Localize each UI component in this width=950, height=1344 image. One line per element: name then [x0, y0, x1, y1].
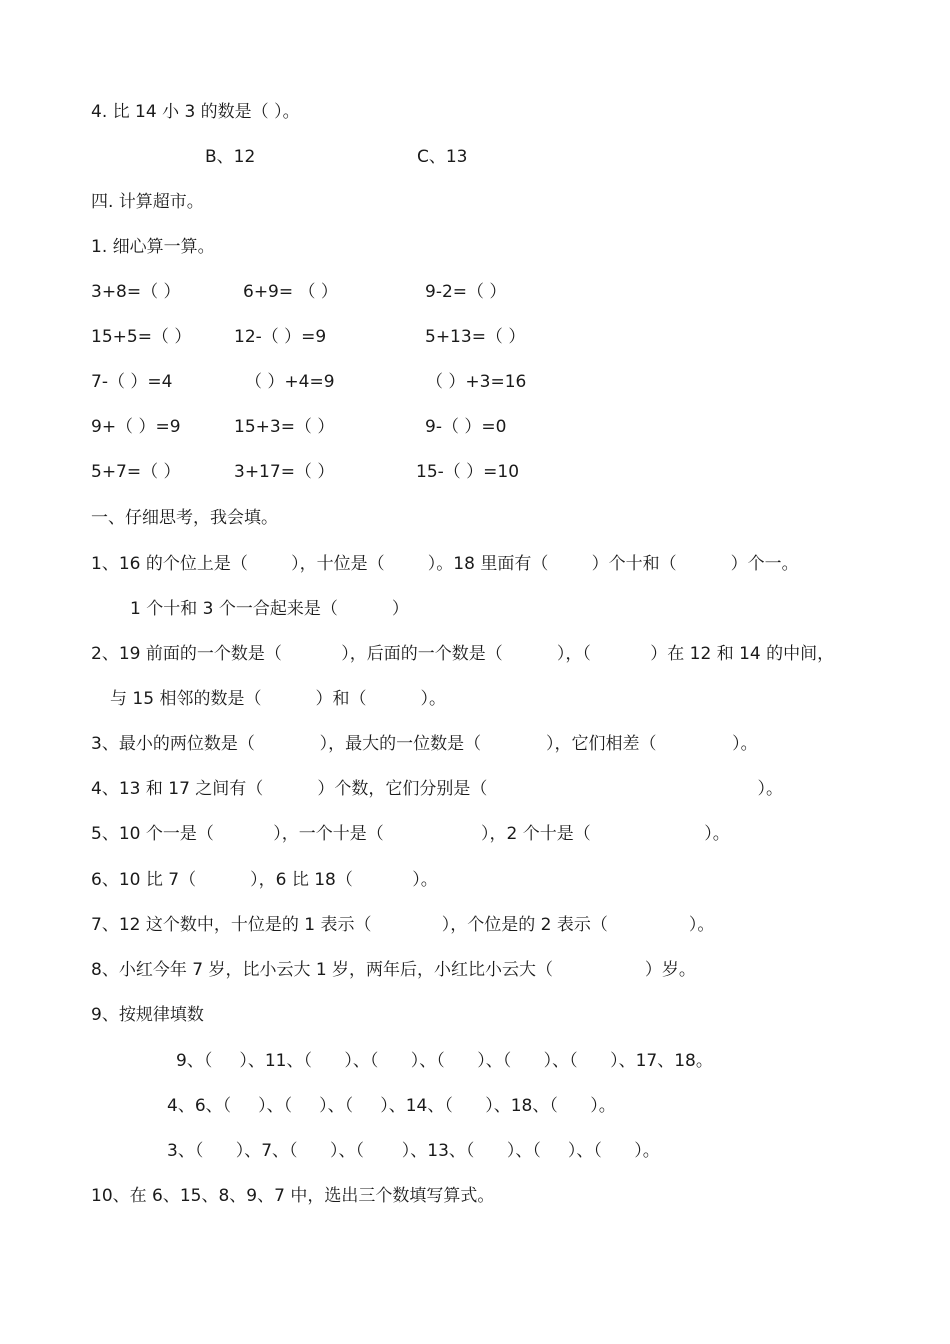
calc-r3-c2: （ ）+4=9 [245, 372, 335, 392]
fill-q4: 4、13 和 17 之间有（ ）个数，它们分别是（ ）。 [91, 779, 784, 799]
fill-q9-title: 9、按规律填数 [91, 1005, 204, 1025]
calc-r4-c3: 9-（ ）=0 [425, 417, 507, 437]
calc-r3-c1: 7-（ ）=4 [91, 372, 173, 392]
fill-q10: 10、在 6、15、8、9、7 中，选出三个数填写算式。 [91, 1186, 495, 1206]
q4-option-c: C、13 [417, 147, 468, 167]
fill-q1-line2: 1 个十和 3 个一合起来是（ ） [130, 599, 409, 619]
calc-r2-c2: 12-（ ）=9 [234, 327, 327, 347]
calc-r4-c2: 15+3=（ ） [234, 417, 335, 437]
section-4-title: 四. 计算超市。 [91, 192, 204, 212]
calc-r5-c1: 5+7=（ ） [91, 462, 181, 482]
calc-r5-c3: 15-（ ）=10 [416, 462, 520, 482]
fill-q1-line1: 1、16 的个位上是（ ），十位是（ ）。18 里面有（ ）个十和（ ）个一。 [91, 554, 799, 574]
calc-r3-c3: （ ）+3=16 [426, 372, 527, 392]
pattern-row-3: 3、（ ）、7、（ ）、（ ）、13、（ ）、（ ）、（ ）。 [167, 1141, 660, 1161]
fill-q2-line1: 2、19 前面的一个数是（ ），后面的一个数是（ ），（ ）在 12 和 14 的中间， [91, 644, 835, 664]
q4-question: 4. 比 14 小 3 的数是（ ）。 [91, 102, 300, 122]
calc-r2-c3: 5+13=（ ） [425, 327, 526, 347]
fill-q2-line2: 与 15 相邻的数是（ ）和（ ）。 [110, 689, 447, 709]
fill-q5: 5、10 个一是（ ），一个十是（ ），2 个十是（ ）。 [91, 824, 730, 844]
fill-q7: 7、12 这个数中，十位是的 1 表示（ ），个位是的 2 表示（ ）。 [91, 915, 715, 935]
calc-r1-c1: 3+8=（ ） [91, 282, 181, 302]
calc-r1-c3: 9-2=（ ） [425, 282, 507, 302]
fill-q6: 6、10 比 7（ ），6 比 18（ ）。 [91, 870, 438, 890]
fill-q3: 3、最小的两位数是（ ），最大的一位数是（ ），它们相差（ ）。 [91, 734, 758, 754]
calc-r2-c1: 15+5=（ ） [91, 327, 192, 347]
pattern-row-2: 4、6、（ ）、（ ）、（ ）、14、（ ）、18、（ ）。 [167, 1096, 616, 1116]
q4-option-b: B、12 [205, 147, 256, 167]
fill-q8: 8、小红今年 7 岁，比小云大 1 岁，两年后，小红比小云大（ ）岁。 [91, 960, 696, 980]
section-1-title: 一、仔细思考，我会填。 [91, 508, 278, 528]
section-4-subtitle: 1. 细心算一算。 [91, 237, 215, 257]
calc-r4-c1: 9+（ ）=9 [91, 417, 181, 437]
pattern-row-1: 9、（ ）、11、（ ）、（ ）、（ ）、（ ）、（ ）、17、18。 [176, 1051, 713, 1071]
calc-r5-c2: 3+17=（ ） [234, 462, 335, 482]
calc-r1-c2: 6+9= （ ） [243, 282, 338, 302]
